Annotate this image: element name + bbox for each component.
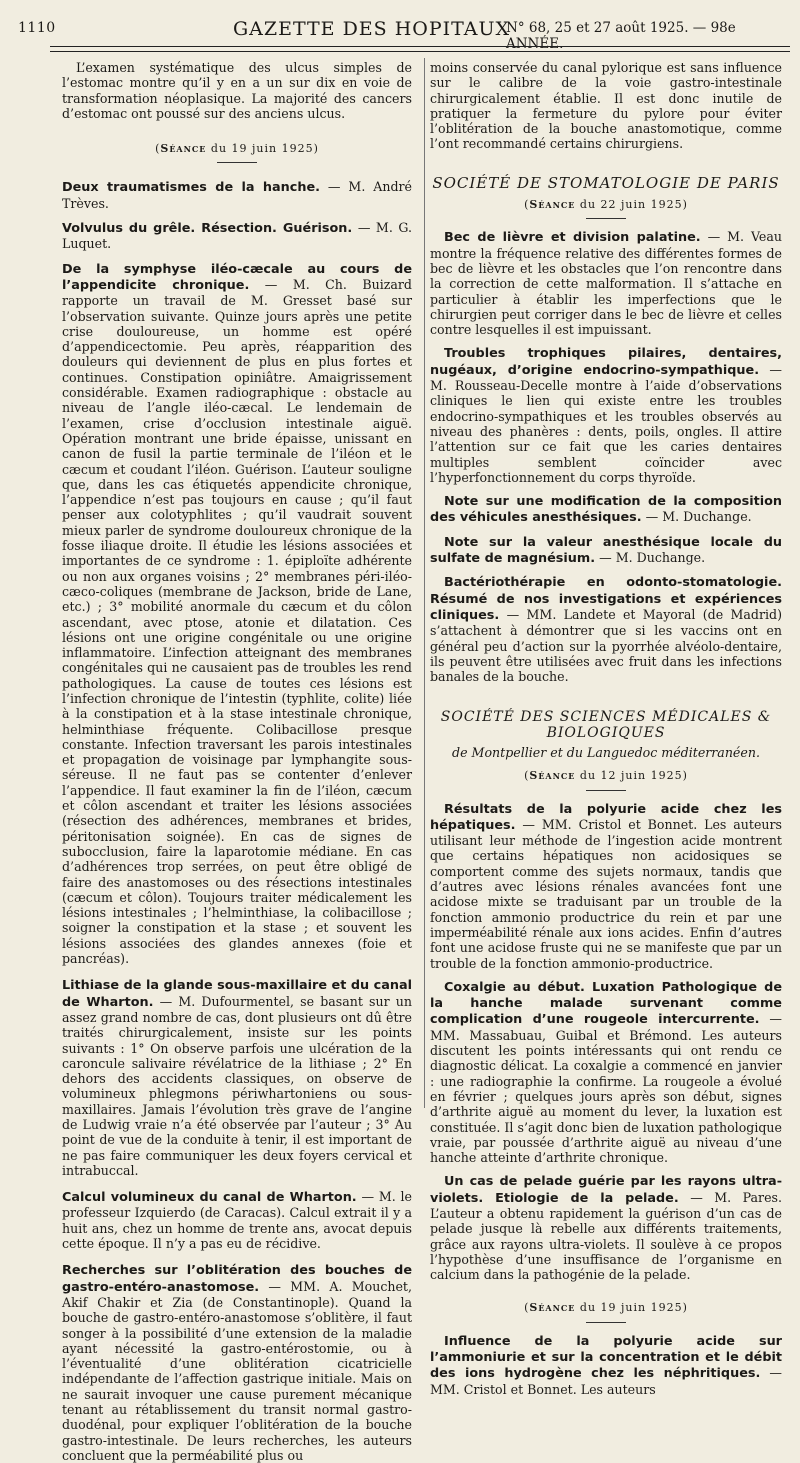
column-divider <box>424 58 425 1108</box>
article-entry <box>430 534 782 567</box>
article-body: — M. Pares. L’auteur a obtenu rapidement la guérison d’un cas de pelade jusque là rebelle aux différents traitements, grâce aux rayons ultra-violets. Il soulève à ce propos l’hypothèse d’une insuffisance de l’organisme en calcium dans la pathogénie de la pelade. <box>430 1189 782 1283</box>
right-column <box>430 60 782 1397</box>
article-body: — MM. Massabuau, Guibal et Brémond. Les auteurs discutent les points intéressants qui ont rendu ce diagnostic délicat. La coxalgie a commencé en janvier : une radiographie la confirme. La rougeole a évolué en février ; quelques jours après son début, signes d’arthrite aiguë au moment du lever, la luxation est constituée. Il s’agit donc bien de luxation pathologique vraie, par poussée d’arthrite aiguë au niveau d’une hanche atteinte d’arthrite chronique. <box>430 1011 782 1166</box>
article-entry <box>62 179 412 211</box>
article-title: Note sur la valeur anesthésique locale du sulfate de magnésium. <box>430 534 782 567</box>
article-title: Influence de la polyurie acide sur l’ammoniurie et sur la concentration et le débit des ions hydrogène chez les néphritiques. <box>430 1333 782 1382</box>
continued-paragraph: moins conservée du canal pylorique est sans influence sur le calibre de la voie gastro-intestinale chirurgicalement établie. Il est donc inutile de pratiquer la fermeture du pylore pour éviter l’oblitération de la bouche anastomotique, comme l’ont recommandé certains chirurgiens. <box>430 60 782 152</box>
seance-date: du 19 juin 1925 <box>579 1301 683 1315</box>
article-entry <box>62 261 412 967</box>
header-rule <box>50 46 790 47</box>
article-entry <box>62 1189 412 1251</box>
article-title: Volvulus du grêle. Résection. Guérison. <box>62 221 353 237</box>
article-entry <box>430 493 782 526</box>
article-entry <box>62 220 412 252</box>
left-column <box>62 60 412 1463</box>
short-rule <box>586 218 626 219</box>
article-title: Recherches sur l’oblitération des bouches de gastro-entéro-anastomose. <box>62 1263 412 1295</box>
article-entry <box>62 1262 412 1463</box>
seance-heading: (Séance du 22 juin 1925) <box>524 198 688 212</box>
society-heading: SOCIÉTÉ DES SCIENCES MÉDICALES & BIOLOGIQUES <box>440 709 772 741</box>
article-title: Calcul volumineux du canal de Wharton. <box>62 1190 357 1206</box>
article-body: — MM. Cristol et Bonnet. Les auteurs utilisant leur méthode de l’ingestion acide montrent que certains hépatiques non acidosiques se comportent comme des sujets normaux, tandis que d’autres avec lésions rénales avancées font une acidose mixte se traduisant par un trouble de la fonction ammonio productrice du rein et par une imperméabilité rénale aux ions acides. Enfin d’autres font une acidose fruste qui ne se manifeste que par un trouble de la fonction ammonio-productrice. <box>430 816 782 971</box>
article-author: — M. André Trèves. <box>62 179 412 211</box>
seance-heading: (Séance du 19 juin 1925) <box>155 142 319 156</box>
society-subheading: de Montpellier et du Languedoc méditerranéen. <box>452 744 760 760</box>
article-title: Bec de lièvre et division palatine. <box>444 230 701 246</box>
article-entry <box>430 1333 782 1397</box>
seance-date: du 22 juin 1925 <box>579 198 683 212</box>
article-body: — MM. A. Mouchet, Akif Chakir et Zia (de Constantinople). Quand la bouche de gastro-entéro-anastomose s’oblitère, il faut songer à la possibilité d’une extension de la maladie ayant nécessité la gastro-entérostomie, ou à l’éventualité d’une oblitération cicatricielle indépendante de l’affection gastrique initiale. Mais on ne saurait invoquer une cause purement mécanique tenant au rétablissement du transit normal gastro-duodénal, pour expliquer l’oblitération de la bouche gastro-intestinale. De leurs recherches, les auteurs concluent que la perméabilité plus ou <box>62 1278 412 1463</box>
article-entry <box>430 801 782 971</box>
seance-label: Séance <box>160 142 207 156</box>
article-author: — M. G. Luquet. <box>62 220 412 252</box>
journal-title: GAZETTE DES HOPITAUX <box>233 18 511 40</box>
article-title: Résultats de la polyurie acide chez les hépatiques. <box>430 801 782 833</box>
article-body: — M. Dufourmentel, se basant sur un assez grand nombre de cas, dont plusieurs ont dû être traités chirurgicalement, insiste sur les points suivants : 1° On observe parfois une ulcération de la caroncule salivaire révélatrice de la lithiase ; 2° En dehors des accidents classiques, on observe de volumineux phlegmons périwhartoniens ou sous-maxillaires. Jamais l’évolution très grave de l’angine de Ludwig vraie n’a été observée par l’auteur ; 3° Au point de vue de la conduite à tenir, il est important de ne pas faire communiquer les deux foyers cervical et intrabuccal. <box>62 993 412 1178</box>
page-header <box>18 16 790 52</box>
seance-label: Séance <box>529 1301 576 1315</box>
article-body: — M. Ch. Buizard rapporte un travail de M. Gresset basé sur l’observation suivante. Quinze jours après une petite crise douloureuse, un homme est opéré d’appendicectomie. Peu après, réapparition des douleurs qui deviennent de plus en plus fortes et continues. Constipation opiniâtre. Amaigrissement considérable. Examen radiographique : obstacle au niveau de l’angle iléo-cæcal. Le lendemain de l’examen, crise d’occlusion intestinale aiguë. Opération montrant une bride épaisse, unissant en canon de fusil la partie terminale de l’iléon et le cæcum et coudant l’iléon. Guérison. L’auteur souligne que, dans les cas étiquetés appendicite chronique, l’appendice n’est pas toujours en cause ; qu’il faut penser aux colotyphlites ; qu’il vaudrait souvent mieux parler de syndrome douloureux chronique de la fosse iliaque droite. Il étudie les lésions associées et importantes de ce syndrome : 1. épiploïte adhérente ou non aux organes voisins ; 2° membranes péri-iléo-cæco-coliques (membrane de Jackson, bride de Lane, etc.) ; 3° mobilité anormale du cæcum et du côlon ascendant, avec ptose, atonie et dilatation. Ces lésions ont une origine congénitale ou une origine inflammatoire. L’infection atteignant des membranes congénitales qui ne causaient pas de troubles les rend pathologiques. La cause de toutes ces lésions est l’infection chronique de l’intestin (typhlite, colite) liée à la constipation et à la stase intestinale chronique, helminthiase fréquente. Colibacillose presque constante. Infection traversant les parois intestinales et propagation de voisinage par lymphangite sous-séreuse. Il ne faut pas se contenter d’enlever l’appendice. Il faut examiner la fin de l’iléon, cæcum et côlon ascendant et traiter les lésions associées (résection des adhérences, membranes et brides, péritonisation soignée). En cas de signes de subocclusion, faire la laparotomie médiane. En cas d’adhérences trop serrées, on peut être obligé de faire des anastomoses ou des résections intestinales (cæcum et côlon). Toujours traiter médicalement les lésions intestinales ; l’helminthiase, la colibacillose ; soigner la constipation et la stase ; et souvent les lésions associées des glandes annexes (foie et pancréas). <box>62 276 412 967</box>
article-title: Deux traumatismes de la hanche. <box>62 180 320 196</box>
article-entry <box>430 574 782 684</box>
article-entry <box>430 229 782 337</box>
intro-paragraph: L’examen systématique des ulcus simples de l’estomac montre qu’il y en a un sur dix en voie de transformation néoplasique. La majorité des cancers d’estomac ont poussé sur des anciens ulcus. <box>62 60 412 121</box>
article-entry <box>430 979 782 1166</box>
article-title: Note sur une modification de la composition des véhicules anesthésiques. <box>430 494 782 526</box>
article-title: Bactériothérapie en odonto-stomatologie. Résumé de nos investigations et expériences cliniques. <box>430 575 782 623</box>
seance-heading: (Séance du 12 juin 1925) <box>524 769 688 783</box>
article-body: — M. le professeur Izquierdo (de Caracas). Calcul extrait il y a huit ans, chez un homme de trente ans, avocat depuis cette époque. Il n’y a pas eu de récidive. <box>62 1189 412 1252</box>
article-author: — M. Duchange. <box>645 509 752 525</box>
short-rule <box>586 790 626 791</box>
seance-label: Séance <box>529 198 576 212</box>
article-entry <box>62 977 412 1178</box>
article-body: — M. Rousseau-Decelle montre à l’aide d’observations cliniques le lien qui existe entre les troubles endocrino-sympathiques et les troubles observés au niveau des phanères : dents, poils, ongles. Il attire l’attention sur ce fait que les caries dentaires multiples semblent coïncider avec l’hyperfonctionnement du corps thyroïde. <box>430 361 782 485</box>
article-body: — M. Veau montre la fréquence relative des différentes formes de bec de lièvre et les obstacles que l’on rencontre dans la correction de cette malformation. Il s’attache en particulier à établir les imperfections que le chirurgien peut corriger dans le bec de lièvre et celles contre lesquelles il est impuissant. <box>430 229 782 338</box>
seance-label: Séance <box>529 769 576 783</box>
short-rule <box>217 162 257 163</box>
society-heading: SOCIÉTÉ DE STOMATOLOGIE DE PARIS <box>432 173 780 192</box>
issue-info: N° 68, 25 et 27 août 1925. — 98e ANNÉE. <box>506 20 736 52</box>
article-author: — M. Duchange. <box>599 550 706 566</box>
article-entry <box>430 345 782 485</box>
short-rule <box>586 1322 626 1323</box>
article-body: — MM. Landete et Mayoral (de Madrid) s’attachent à démontrer que si les vaccins ont en général peu d’action sur la pyorrhée alvéolo-dentaire, ils peuvent être utilisées avec fruit dans les infections banales de la bouche. <box>430 606 782 685</box>
seance-date: du 19 juin 1925 <box>210 142 314 156</box>
article-entry <box>430 1173 782 1282</box>
header-rule-thin <box>50 51 790 52</box>
seance-heading: (Séance du 19 juin 1925) <box>524 1301 688 1315</box>
seance-date: du 12 juin 1925 <box>579 769 683 783</box>
article-title: Coxalgie au début. Luxation Pathologique de la hanche malade survenant comme complication d’une rougeole intercurrente. <box>430 979 782 1028</box>
page-number: 1110 <box>18 20 56 36</box>
article-title: Un cas de pelade guérie par les rayons ultra-violets. Etiologie de la pelade. <box>430 1174 782 1206</box>
article-body: — MM. Cristol et Bonnet. Les auteurs <box>430 1365 782 1397</box>
article-title: De la symphyse iléo-cæcale au cours de l’appendicite chronique. <box>62 261 412 293</box>
article-title: Troubles trophiques pilaires, dentaires, nugéaux, d’origine endocrino-sympathique. <box>430 346 782 378</box>
article-title: Lithiase de la glande sous-maxillaire et du canal de Wharton. <box>62 978 412 1010</box>
